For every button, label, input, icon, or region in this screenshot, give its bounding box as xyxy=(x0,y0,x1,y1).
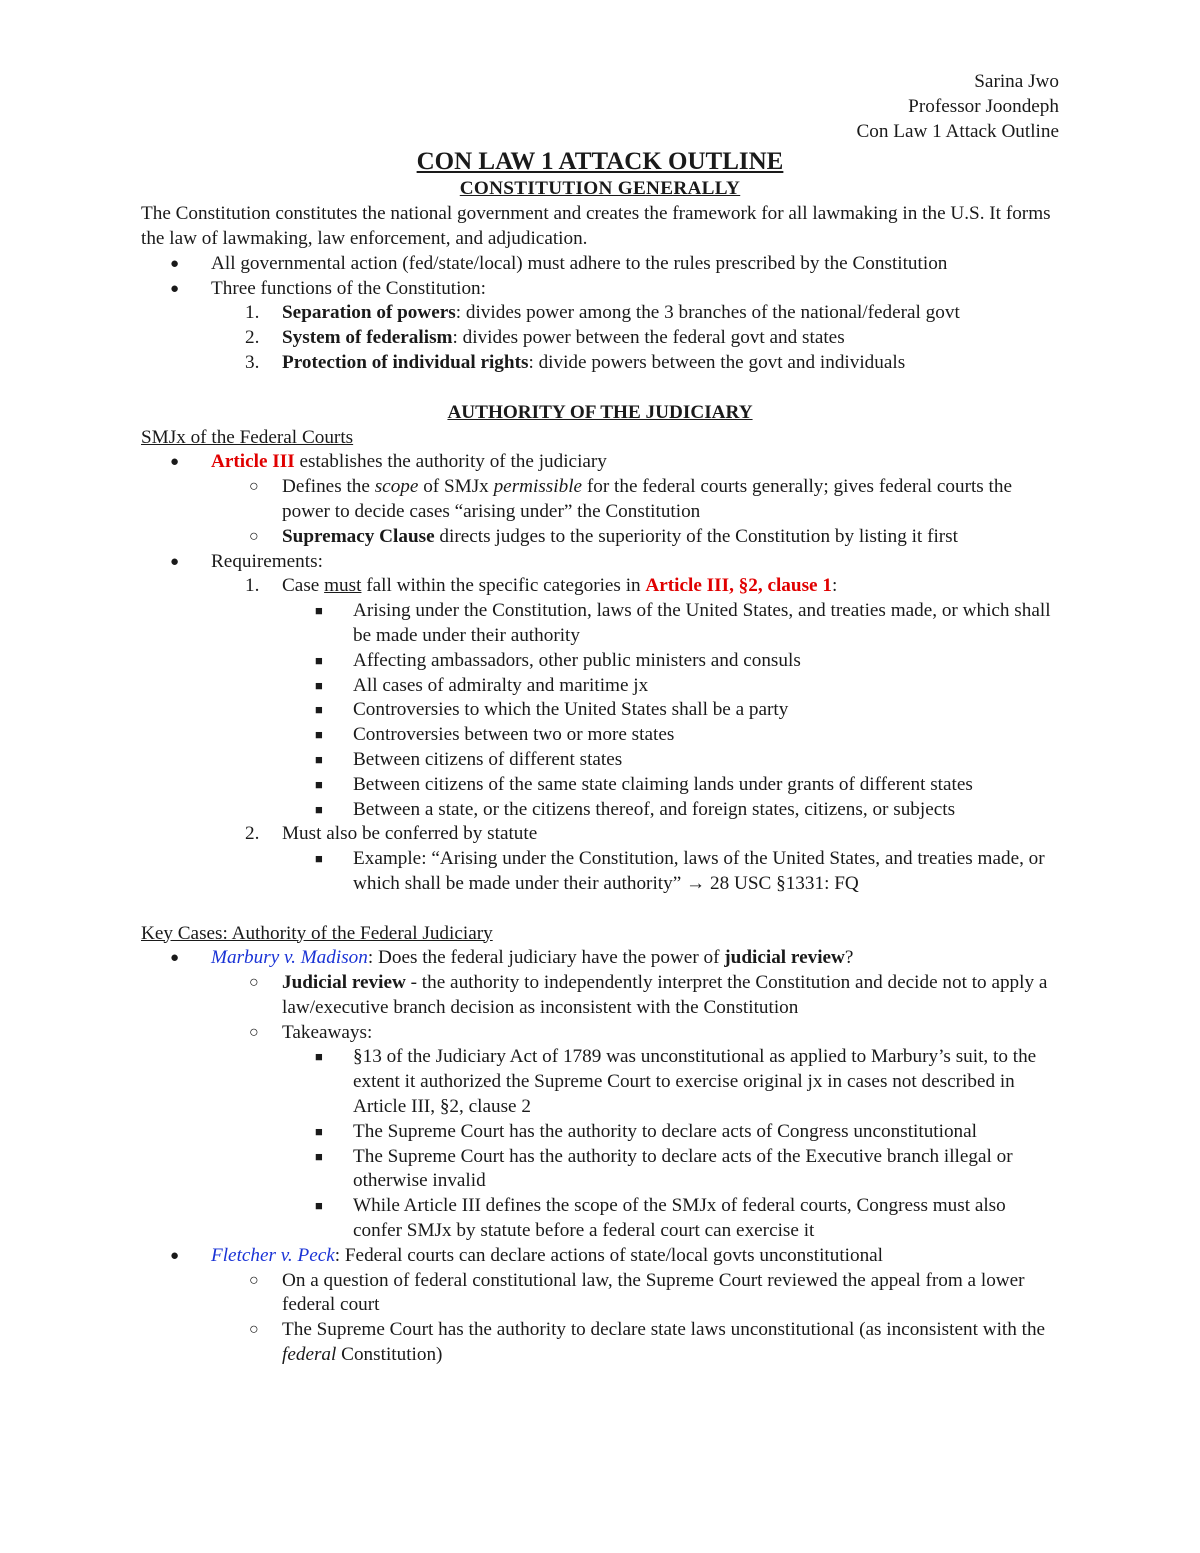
list-item: ● All governmental action (fed/state/local) must adhere to the rules prescribed by the Constitution xyxy=(141,252,1059,277)
section-heading-constitution: CONSTITUTION GENERALLY xyxy=(459,178,741,200)
list-item: ○ The Supreme Court has the authority to declare state laws unconstitutional (as inconsistent with the federal Constitution) xyxy=(249,1319,1046,1366)
list-item-function-2: 2. System of federalism: divides power between the federal govt and states xyxy=(141,326,1059,351)
circle-bullet-icon: ○ xyxy=(249,1271,259,1289)
circle-bullet-icon: ○ xyxy=(249,1023,259,1041)
header-block xyxy=(141,70,1059,144)
circle-bullet-icon: ○ xyxy=(249,527,259,545)
square-bullet-icon: ■ xyxy=(315,851,323,867)
square-bullet-icon: ■ xyxy=(315,1123,323,1139)
square-bullet-icon: ■ xyxy=(315,776,323,792)
list-item: ■ Between a state, or the citizens thereof, and foreign states, citizens, or subjects xyxy=(141,798,1059,823)
square-bullet-icon: ■ xyxy=(315,652,323,668)
list-item-fletcher: ● Fletcher v. Peck: Federal courts can declare actions of state/local govts unconstitutional xyxy=(141,1244,1059,1269)
case-name: Fletcher v. Peck xyxy=(211,1244,335,1266)
list-item: ■ Arising under the Constitution, laws of the United States, and treaties made, or which shall be made under their authority xyxy=(315,600,1051,646)
list-number: 1. xyxy=(245,575,260,597)
list-item: ● Article III establishes the authority of the judiciary xyxy=(141,450,1059,475)
list-item: ● Three functions of the Constitution: xyxy=(141,277,1059,302)
square-bullet-icon: ■ xyxy=(315,1049,323,1065)
list-item: ■ Affecting ambassadors, other public ministers and consuls xyxy=(141,649,1059,674)
square-bullet-icon: ■ xyxy=(315,702,323,718)
document-title: CON LAW 1 ATTACK OUTLINE xyxy=(416,148,784,176)
list-item: ■ Between citizens of different states xyxy=(141,748,1059,773)
author-name: Sarina Jwo xyxy=(974,71,1059,92)
square-bullet-icon: ■ xyxy=(315,1148,323,1164)
document-page xyxy=(141,70,1059,1368)
list-item: ■ Between citizens of the same state claiming lands under grants of different states xyxy=(141,773,1059,798)
bullet-icon: ● xyxy=(170,280,180,297)
list-item: ■ §13 of the Judiciary Act of 1789 was unconstitutional as applied to Marbury’s suit, to the extent it authorized the Supreme Court to exercise original jx in cases not described in Article III, §2, clause 2 xyxy=(315,1046,1037,1118)
course-name: Con Law 1 Attack Outline xyxy=(856,120,1059,142)
square-bullet-icon: ■ xyxy=(315,751,323,767)
circle-bullet-icon: ○ xyxy=(249,478,259,496)
bullet-icon: ● xyxy=(170,255,180,272)
professor-name: Professor Joondeph xyxy=(908,95,1059,117)
list-number: 2. xyxy=(245,823,260,845)
list-number: 1. xyxy=(245,302,260,324)
list-item: ■ The Supreme Court has the authority to declare acts of Congress unconstitutional xyxy=(141,1120,1059,1145)
circle-bullet-icon: ○ xyxy=(249,974,259,992)
list-item: ○ Defines the scope of SMJx permissible for the federal courts generally; gives federal courts the power to decide cases “arising under” the Constitution xyxy=(249,476,1012,522)
list-item: ■ Example: “Arising under the Constitution, laws of the United States, and treaties made, or which shall be made under their authority” → 28 USC §1331: FQ xyxy=(315,848,1045,894)
square-bullet-icon: ■ xyxy=(315,801,323,817)
list-item: ○ On a question of federal constitutional law, the Supreme Court reviewed the appeal from a lower federal court xyxy=(249,1269,1025,1316)
list-item: ○ Judicial review - the authority to independently interpret the Constitution and decide not to apply a law/executive branch decision as inconsistent with the Constitution xyxy=(249,972,1048,1018)
bullet-icon: ● xyxy=(170,553,180,570)
list-item: ■ While Article III defines the scope of the SMJx of federal courts, Congress must also confer SMJx by statute before a federal court can exercise it xyxy=(315,1195,1006,1242)
bullet-icon: ● xyxy=(170,454,180,471)
square-bullet-icon: ■ xyxy=(315,603,323,619)
list-item: ■ All cases of admiralty and maritime jx xyxy=(141,674,1059,699)
list-item-marbury: ● Marbury v. Madison: Does the federal judiciary have the power of judicial review? xyxy=(141,946,1059,971)
list-number: 2. xyxy=(245,327,260,349)
list-item: ■ Controversies to which the United States shall be a party xyxy=(141,698,1059,723)
bullet-icon: ● xyxy=(170,950,180,967)
list-item: ■ Controversies between two or more states xyxy=(141,723,1059,748)
subheading-smjx: SMJx of the Federal Courts xyxy=(141,426,354,448)
list-item-requirement-2: 2. Must also be conferred by statute xyxy=(141,822,1059,847)
subheading-key-cases: Key Cases: Authority of the Federal Judiciary xyxy=(141,922,493,944)
bullet-icon: ● xyxy=(170,1247,180,1264)
intro-paragraph: The Constitution constitutes the national government and creates the framework for all lawmaking in the U.S. It forms the law of lawmaking, law enforcement, and adjudication. xyxy=(141,203,1051,249)
list-item-function-3: 3. Protection of individual rights: divide powers between the govt and individuals xyxy=(141,351,1059,376)
list-item: ○ Supremacy Clause directs judges to the superiority of the Constitution by listing it first xyxy=(141,525,1059,550)
square-bullet-icon: ■ xyxy=(315,1198,323,1214)
list-item-function-1: 1. Separation of powers: divides power among the 3 branches of the national/federal govt xyxy=(141,301,1059,326)
list-item: ○ Takeaways: xyxy=(141,1021,1059,1046)
square-bullet-icon: ■ xyxy=(315,677,323,693)
list-item-requirement-1: 1. Case must fall within the specific categories in Article III, §2, clause 1: xyxy=(141,574,1059,599)
list-number: 3. xyxy=(245,351,260,373)
spacer xyxy=(141,897,1059,922)
case-name: Marbury v. Madison xyxy=(211,947,368,969)
list-item: ● Requirements: xyxy=(141,550,1059,575)
list-item: ■ The Supreme Court has the authority to declare acts of the Executive branch illegal or otherwise invalid xyxy=(315,1145,1013,1192)
section-heading-judiciary: AUTHORITY OF THE JUDICIARY xyxy=(447,401,753,423)
square-bullet-icon: ■ xyxy=(315,727,323,743)
circle-bullet-icon: ○ xyxy=(249,1321,259,1339)
